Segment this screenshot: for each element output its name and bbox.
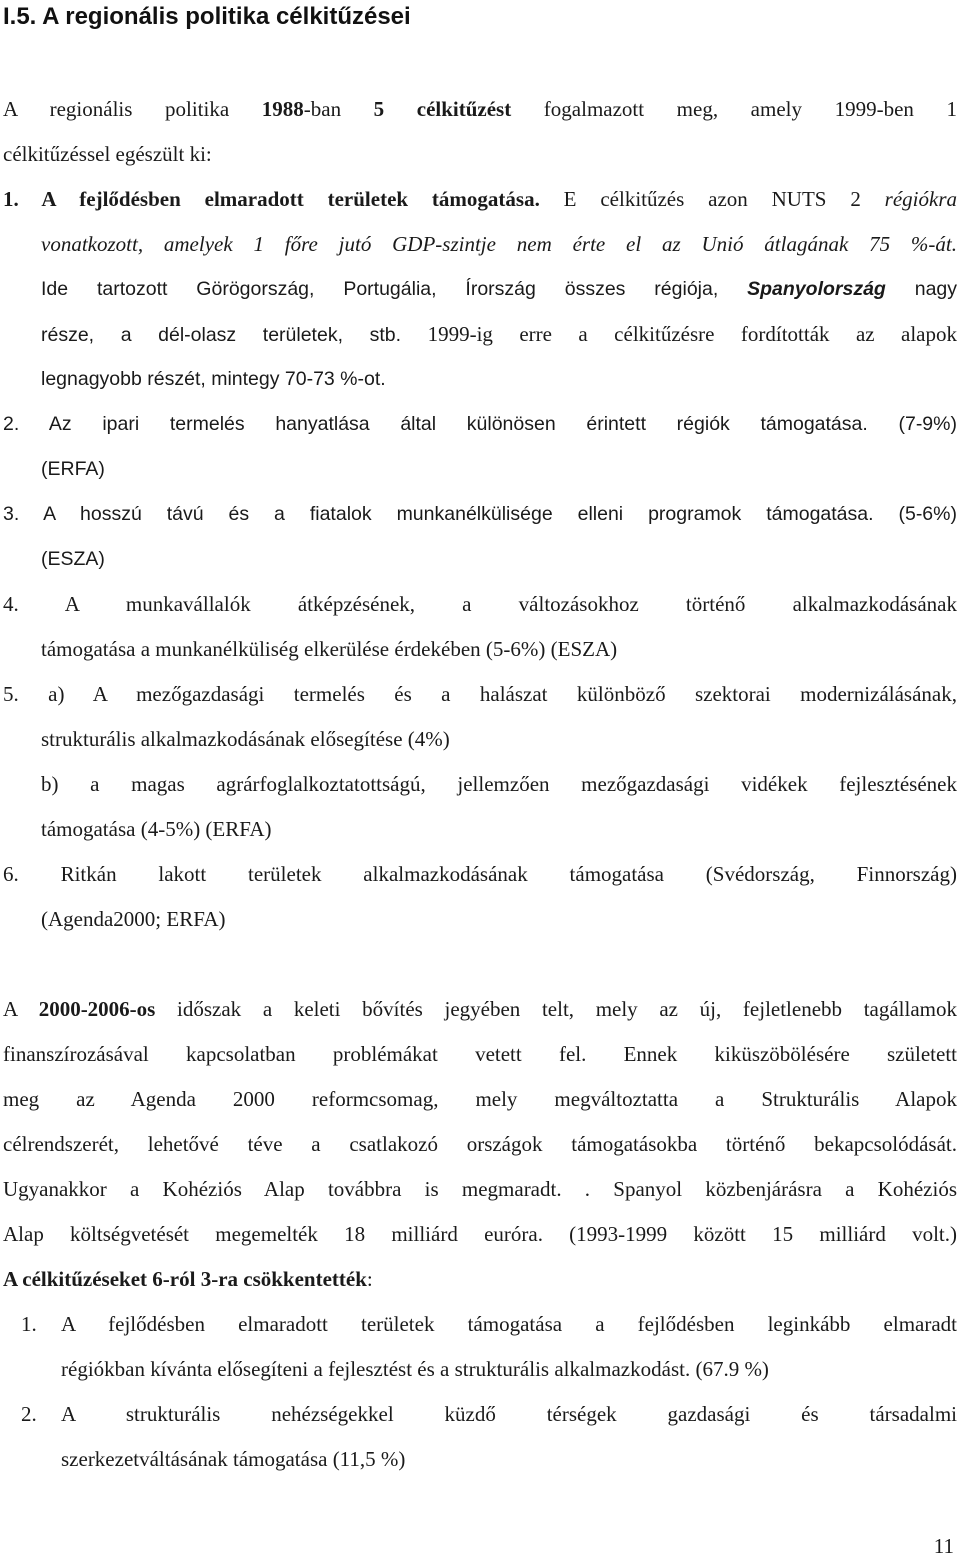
- goal-6-line-2: (Agenda2000; ERFA): [41, 907, 226, 931]
- goal-1-line-2: [41, 229, 957, 259]
- para-2-line-4: célrendszerét, lehetővé téve a csatlakozó országok támogatásokba történő bekapcsolódását.: [3, 1132, 957, 1156]
- goal-1-line-4: [41, 319, 957, 349]
- intro-line-2: célkitűzéssel egészült ki:: [3, 142, 212, 166]
- reduction-heading: A célkitűzéseket 6-ról 3-ra csökkentették: [3, 1267, 367, 1291]
- goal-3-line-1: 3. A hosszú távú és a fiatalok munkanélkülisége elleni programok támogatása. (5-6%): [3, 503, 957, 525]
- goal-5-line-1: 5. a) A mezőgazdasági termelés és a halászat különböző szektorai modernizálásának,: [3, 682, 957, 706]
- para-2-line-5: Ugyanakkor a Kohéziós Alap továbbra is megmaradt. . Spanyol közbenjárásra a Kohéziós: [3, 1177, 957, 1201]
- para-2-text: időszak a keleti bővítés jegyében telt, mely az új, fejletlenebb tagállamok: [155, 997, 957, 1021]
- goal-2-line-1: 2. Az ipari termelés hanyatlása által különösen érintett régiók támogatása. (7-9%): [3, 413, 957, 435]
- goal-1-text: 1999-ig erre a célkitűzésre fordították az alapok: [427, 322, 957, 346]
- goal-1-definition: vonatkozott, amelyek 1 főre jutó GDP-szintje nem érte el az Unió átlagának 75 %-át.: [41, 232, 957, 256]
- page-number: 11: [933, 1534, 954, 1558]
- para-2-text: :: [366, 1267, 373, 1291]
- intro-goal-count: 5 célkitűzést: [373, 97, 512, 121]
- goal-1-text: nagy: [885, 278, 958, 300]
- para-2-line-2: finanszírozásával kapcsolatban problémákat vetett fel. Ennek kiküszöbölésére született: [3, 1042, 957, 1066]
- goal-4-line-1: 4. A munkavállalók átképzésének, a változásokhoz történő alkalmazkodásának: [3, 592, 957, 616]
- goal-3-line-2: (ESZA): [41, 548, 105, 570]
- new-goal-1-line-1: A fejlődésben elmaradott területek támogatása a fejlődésben leginkább elmaradt: [61, 1312, 957, 1336]
- para-2-line-1: [3, 994, 957, 1024]
- goal-5-line-3: b) a magas agrárfoglalkoztatottságú, jellemzően mezőgazdasági vidékek fejlesztésének: [41, 772, 957, 796]
- new-goal-2-number: 2.: [21, 1402, 37, 1426]
- section-title: I.5. A regionális politika célkitűzései: [3, 3, 411, 30]
- goal-1-spain: Spanyolország: [747, 278, 886, 300]
- intro-line-1: [3, 94, 957, 124]
- para-2-line-6: Alap költségvetését megemelték 18 milliárd euróra. (1993-1999 között 15 milliárd volt.): [3, 1222, 957, 1246]
- para-2-text: A: [3, 997, 39, 1021]
- para-2-line-7: [3, 1264, 957, 1294]
- goal-5-line-2: strukturális alkalmazkodásának elősegítése (4%): [41, 727, 450, 751]
- goal-1-line-3: [41, 274, 957, 304]
- goal-1-italic: régiókra: [884, 187, 957, 211]
- goal-1-line-1: [3, 184, 957, 214]
- goal-5-line-4: támogatása (4-5%) (ERFA): [41, 817, 272, 841]
- new-goal-1-line-2: régiókban kívánta elősegíteni a fejlesztést és a strukturális alkalmazkodást. (67.9 %): [61, 1357, 769, 1381]
- goal-4-line-2: támogatása a munkanélküliség elkerülése érdekében (5-6%) (ESZA): [41, 637, 618, 661]
- intro-text: fogalmazott meg, amely 1999-ben 1: [511, 97, 957, 121]
- para-2-line-3: meg az Agenda 2000 reformcsomag, mely megváltoztatta a Strukturális Alapok: [3, 1087, 957, 1111]
- intro-text: A regionális politika: [3, 97, 262, 121]
- goal-1-text: része, a dél-olasz területek, stb.: [41, 324, 428, 346]
- goal-1-text: E célkitűzés azon NUTS 2: [539, 187, 885, 211]
- goal-6-line-1: 6. Ritkán lakott területek alkalmazkodásának támogatása (Svédország, Finnország): [3, 862, 957, 886]
- new-goal-2-line-1: A strukturális nehézségekkel küzdő térségek gazdasági és társadalmi: [61, 1402, 957, 1426]
- new-goal-2-line-2: szerkezetváltásának támogatása (11,5 %): [61, 1447, 406, 1471]
- goal-1-line-5: legnagyobb részét, mintegy 70-73 %-ot.: [41, 368, 386, 390]
- goal-1-countries: Ide tartozott Görögország, Portugália, Írország összes régiója,: [41, 278, 748, 300]
- intro-text: -ban: [303, 97, 374, 121]
- new-goal-1-number: 1.: [21, 1312, 37, 1336]
- para-2-period: 2000-2006-os: [38, 997, 156, 1021]
- goal-1-heading: 1. A fejlődésben elmaradott területek támogatása.: [3, 187, 540, 211]
- goal-2-line-2: (ERFA): [41, 458, 105, 480]
- intro-year: 1988: [261, 97, 304, 121]
